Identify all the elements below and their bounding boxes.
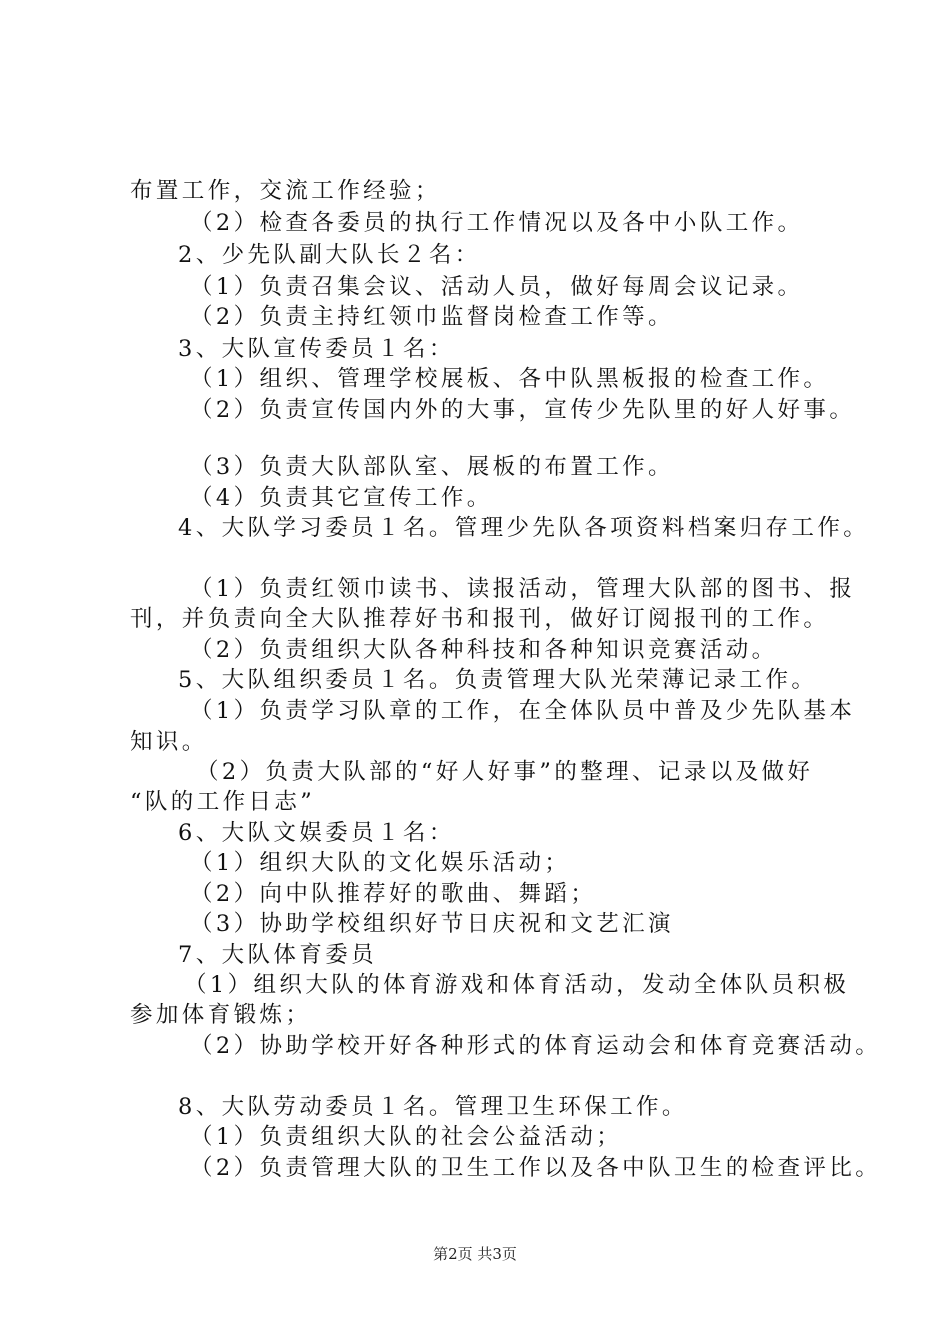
text-line: （2）负责宣传国内外的大事，宣传少先队里的好人好事。 <box>190 397 856 423</box>
text-line: 刊，并负责向全大队推荐好书和报刊，做好订阅报刊的工作。 <box>130 606 830 632</box>
text-line: 4、大队学习委员１名。管理少先队各项资料档案归存工作。 <box>178 515 870 541</box>
text-line: 2、少先队副大队长２名： <box>178 242 481 268</box>
text-line: 6、大队文娱委员１名： <box>178 820 455 846</box>
text-line: 参加体育锻炼； <box>130 1002 312 1028</box>
text-line: （1）负责学习队章的工作，在全体队员中普及少先队基本 <box>190 698 856 724</box>
text-line: （2）负责组织大队各种科技和各种知识竞赛活动。 <box>190 637 778 663</box>
text-line: （1）组织、管理学校展板、各中队黑板报的检查工作。 <box>190 366 830 392</box>
text-line: 3、大队宣传委员１名： <box>178 336 455 362</box>
text-line: （1）组织大队的文化娱乐活动； <box>190 850 571 876</box>
text-line: （2）向中队推荐好的歌曲、舞蹈； <box>190 881 597 907</box>
text-line: （2）负责大队部的“好人好事”的整理、记录以及做好 <box>196 759 814 785</box>
text-line: 布置工作，交流工作经验； <box>130 178 441 204</box>
page-footer: 第2页 共3页 <box>433 1245 517 1263</box>
text-line: （1）负责召集会议、活动人员，做好每周会议记录。 <box>190 274 804 300</box>
text-line: 7、大队体育委员 <box>178 942 378 968</box>
text-line: （2）负责管理大队的卫生工作以及各中队卫生的检查评比。 <box>190 1155 882 1181</box>
text-line: （2）检查各委员的执行工作情况以及各中小队工作。 <box>190 210 804 236</box>
text-line: 8、大队劳动委员１名。管理卫生环保工作。 <box>178 1094 688 1120</box>
text-line: “队的工作日志” <box>130 789 316 815</box>
text-line: （1）负责红领巾读书、读报活动，管理大队部的图书、报 <box>190 576 856 602</box>
text-line: （3）协助学校组织好节日庆祝和文艺汇演 <box>190 911 674 937</box>
text-line: （3）负责大队部队室、展板的布置工作。 <box>190 454 674 480</box>
text-line: （1）组织大队的体育游戏和体育活动，发动全体队员积极 <box>184 972 850 998</box>
text-line: （1）负责组织大队的社会公益活动； <box>190 1124 623 1150</box>
text-line: 5、大队组织委员１名。负责管理大队光荣薄记录工作。 <box>178 667 818 693</box>
text-line: （2）负责主持红领巾监督岗检查工作等。 <box>190 304 674 330</box>
text-line: （4）负责其它宣传工作。 <box>190 485 493 511</box>
text-line: （2）协助学校开好各种形式的体育运动会和体育竞赛活动。 <box>190 1033 882 1059</box>
text-line: 知识。 <box>130 729 208 755</box>
